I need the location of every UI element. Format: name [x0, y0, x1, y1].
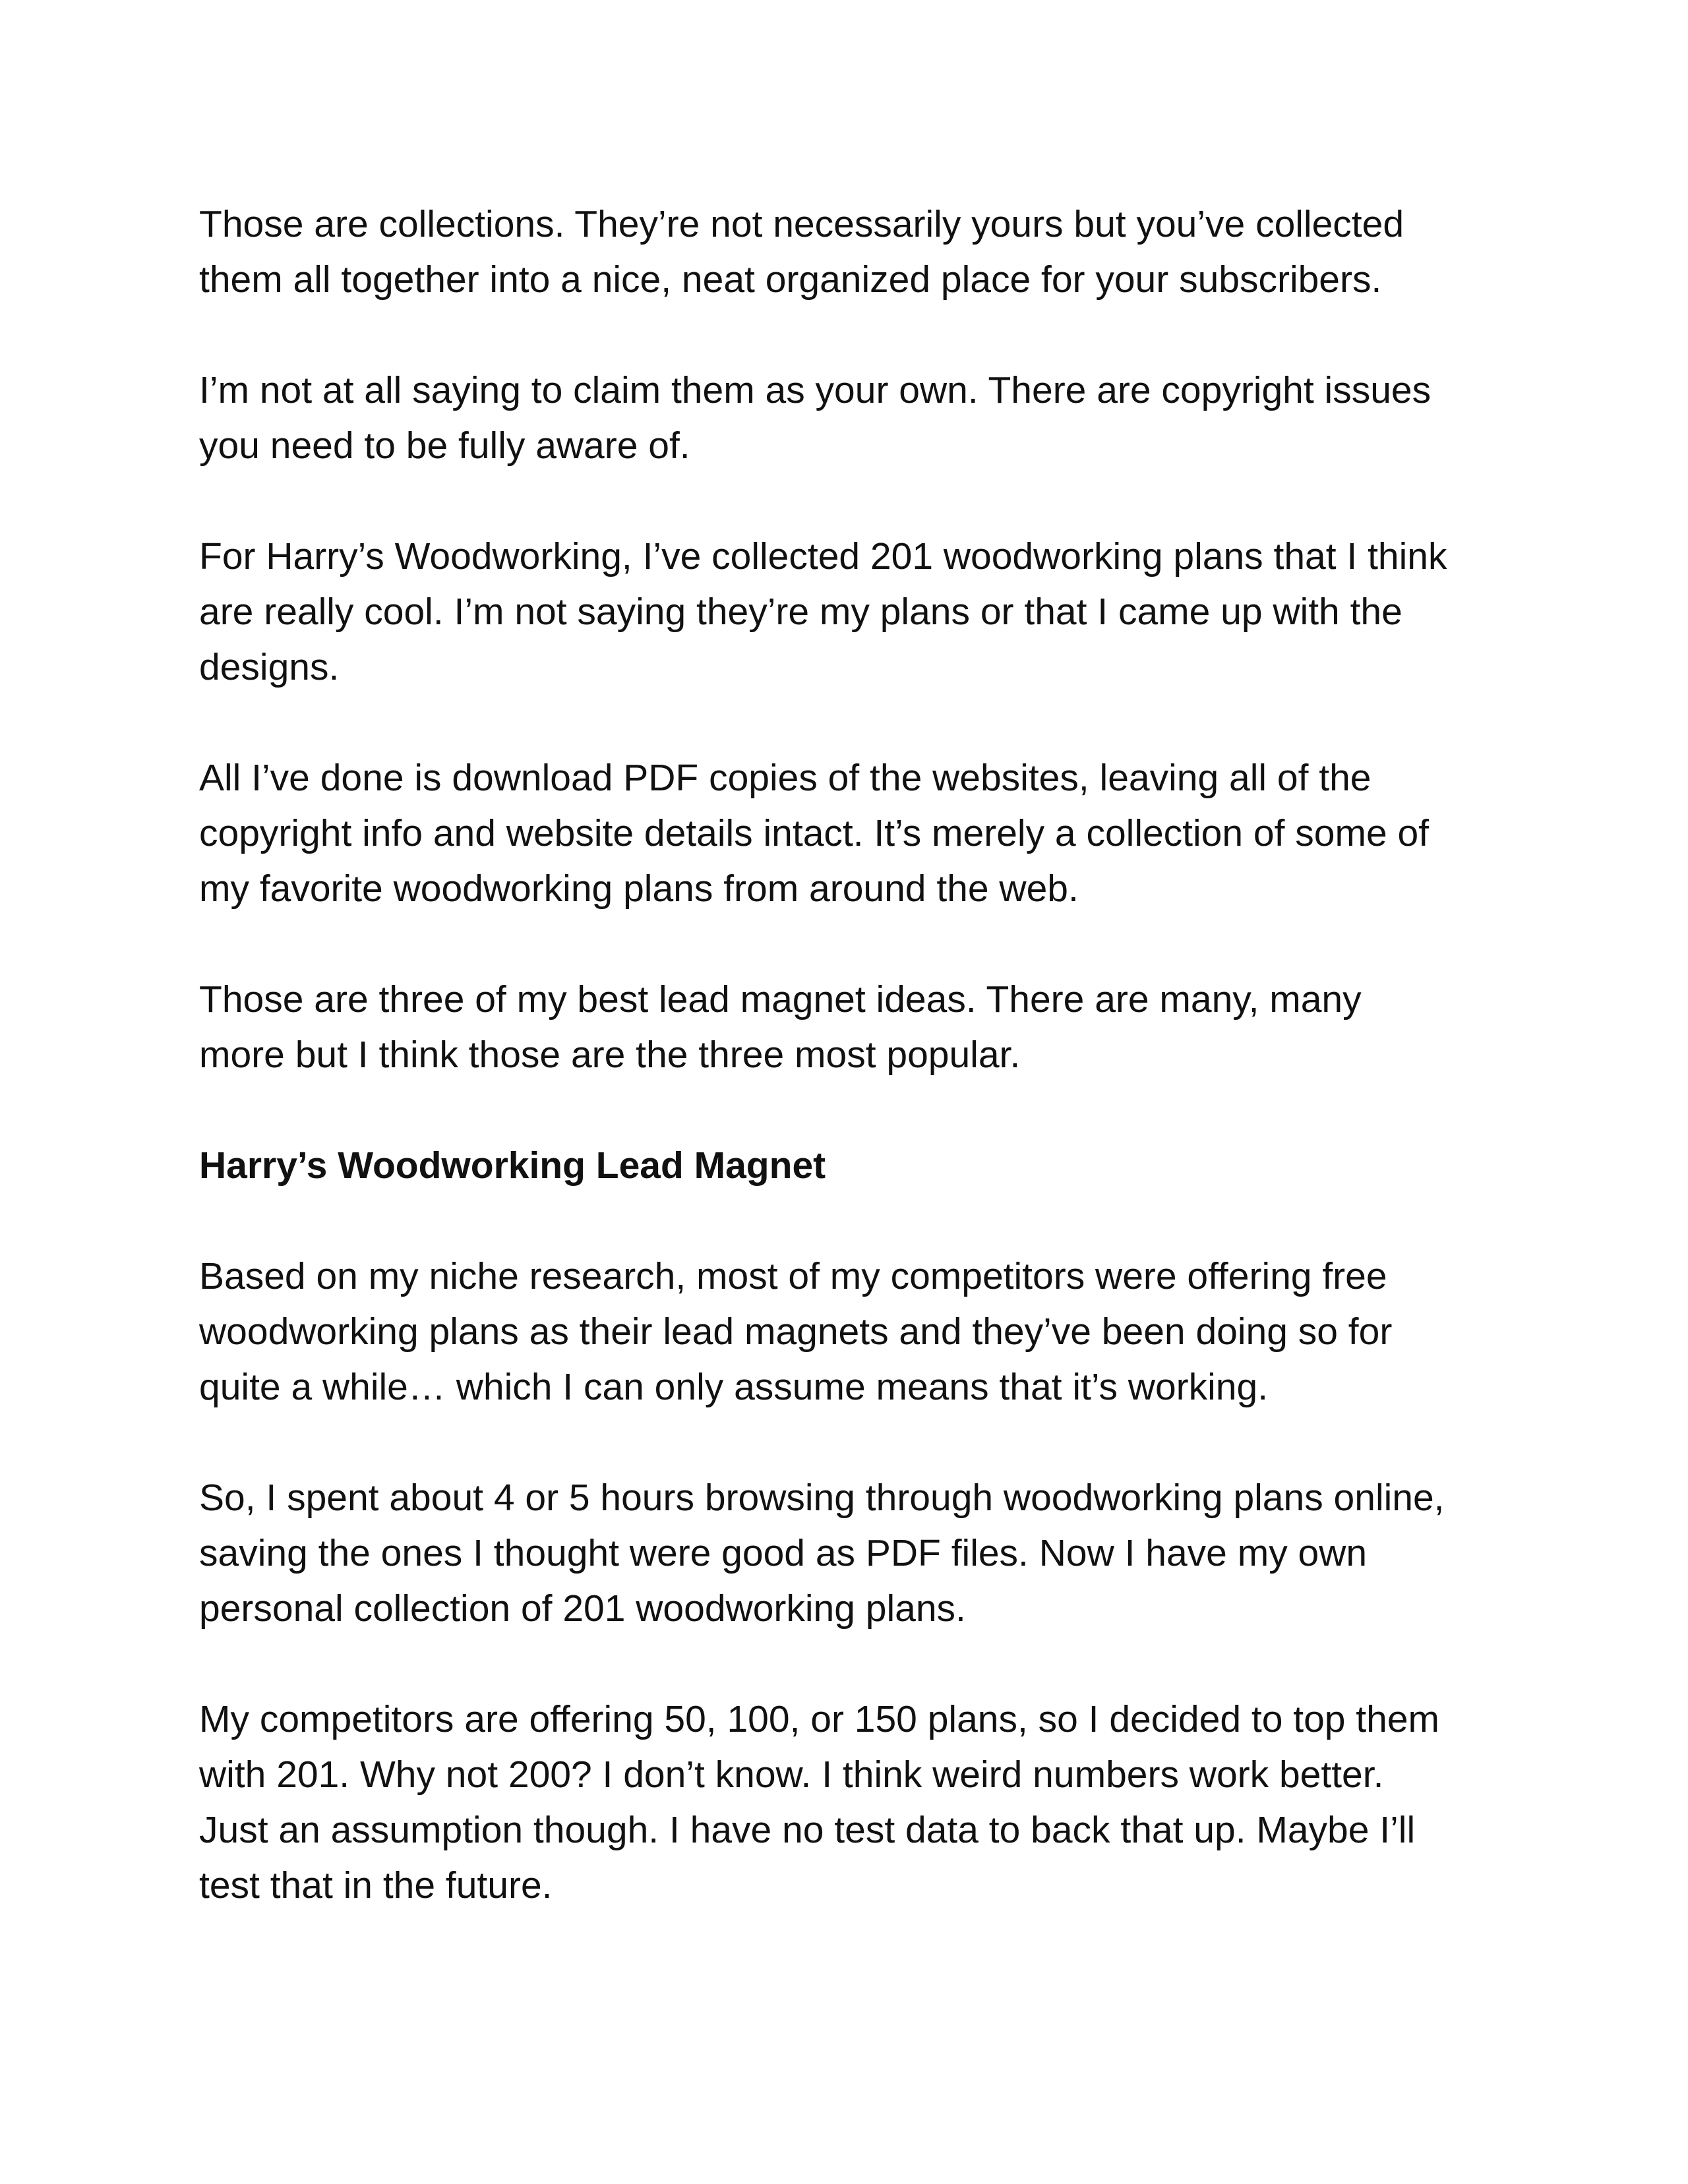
paragraph-niche-research: Based on my niche research, most of my competitors were offering free woodworking plans as their lead magnets and they’ve been doing so for quite a while… which I can only assume means that it’s working. — [199, 1255, 1393, 1408]
paragraph-competitors-offering: My competitors are offering 50, 100, or 150 plans, so I decided to top them with 201. Why not 200? I don’t know. I think weird numbers work better. Just an assumption though. I have no test data to back that up. Maybe I’ll test that in the future. — [199, 1698, 1440, 1906]
section-heading: Harry’s Woodworking Lead Magnet — [199, 1144, 826, 1187]
paragraph-copyright: I’m not at all saying to claim them as your own. There are copyright issues you need to be fully aware of. — [199, 369, 1432, 467]
document-body — [199, 196, 1505, 1913]
paragraph-harrys-collection: For Harry’s Woodworking, I’ve collected 201 woodworking plans that I think are really cool. I’m not saying they’re my plans or that I came up with the designs. — [199, 535, 1447, 688]
paragraph-pdf-copies: All I’ve done is download PDF copies of the websites, leaving all of the copyright info and website details intact. It’s merely a collection of some of my favorite woodworking plans from around the web. — [199, 757, 1430, 910]
paragraph-lead-magnet-ideas: Those are three of my best lead magnet ideas. There are many, many more but I think those are the three most popular. — [199, 978, 1362, 1076]
paragraph-collections: Those are collections. They’re not necessarily yours but you’ve collected them all together into a nice, neat organized place for your subscribers. — [199, 203, 1404, 301]
paragraph-browsing-plans: So, I spent about 4 or 5 hours browsing through woodworking plans online, saving the ones I thought were good as PDF files. Now I have my own personal collection of 201 woodworking plans. — [199, 1477, 1445, 1630]
